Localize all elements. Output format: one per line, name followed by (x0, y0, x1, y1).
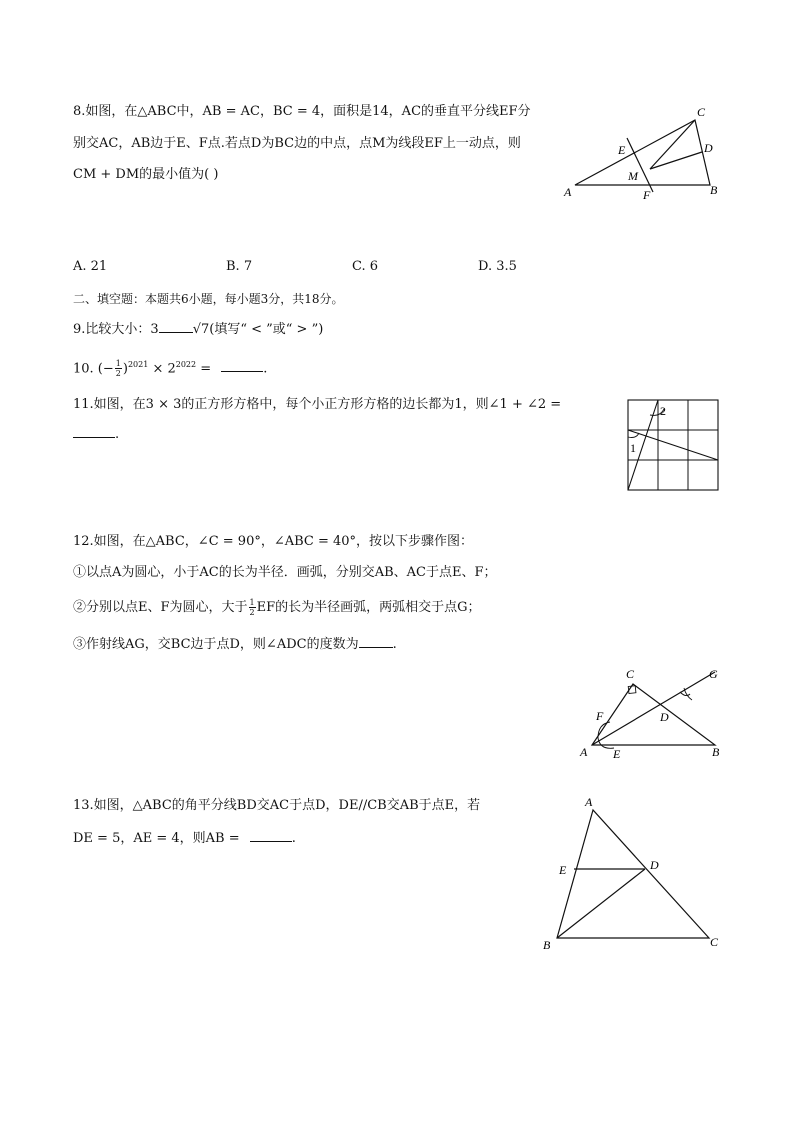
q9-post: √7(填写“ < ”或“ > ”) (192, 322, 324, 337)
q8-line1: 8.如图，在△ABC中，AB = AC，BC = 4，面积是14，AC的垂直平分线EF分 (73, 104, 531, 119)
q10-line: 10. (− $\frac{1}{2}$ )$^{2021} \times 2^{2022}$ = . (73, 359, 268, 379)
q11-label-2: 2 (660, 404, 666, 418)
q8-label-d: D (704, 141, 713, 155)
q12-label-g: G (709, 667, 718, 681)
q8-label-b: B (710, 183, 718, 197)
q8-label-f: F (643, 188, 651, 202)
q13-label-a: A (585, 795, 593, 809)
q11-diagonal-2 (628, 430, 718, 460)
q10-equals: = (200, 361, 212, 377)
q12-triangle-abc (592, 684, 715, 745)
q9-pre: 9.比较大小：3 (73, 322, 159, 337)
q11-answer-blank[interactable] (73, 437, 115, 438)
q10-answer-blank[interactable] (221, 371, 263, 372)
q13-line1: 13.如图，△ABC的角平分线BD交AC于点D，DE//CB交AB于点E，若 (73, 798, 481, 813)
q8-option-d[interactable]: D. 3.5 (478, 259, 517, 274)
q12-label-e: E (613, 747, 621, 761)
q12-label-a: A (580, 745, 588, 759)
q12-step1: ①以点A为圆心，小于AC的长为半径．画弧，分别交AB、AC于点E、F； (73, 565, 497, 580)
q10-fraction: $\frac{1}{2}$ (115, 359, 121, 379)
q12-step2: ②分别以点E、F为圆心，大于 $\frac{1}{2}$ EF的长为半径画弧，两弧相交于点G； (73, 598, 481, 617)
q11-label-1: 1 (630, 441, 636, 455)
q13-label-e: E (559, 863, 567, 877)
q13-label-d: D (650, 858, 659, 872)
q13-triangle-abc (557, 810, 709, 938)
q8-label-c: C (697, 105, 706, 119)
q10-exponent-2: 2022 (175, 360, 197, 369)
q12-arc-ef (598, 722, 614, 748)
q8-label-m: M (628, 169, 638, 183)
q8-perp-bisector-ef (627, 138, 653, 192)
q12-ray-ag (592, 672, 715, 745)
q8-label-e: E (618, 143, 626, 157)
q8-figure (555, 100, 735, 205)
q9-line (73, 320, 323, 340)
section-2-title: 二、填空题：本题共6小题，每小题3分，共18分。 (73, 292, 344, 306)
q12-label-b: B (712, 745, 720, 759)
q12-answer-blank[interactable] (359, 647, 393, 648)
q13-answer-blank[interactable] (250, 841, 292, 842)
q8-option-b[interactable]: B. 7 (226, 259, 253, 274)
q11-grid-figure (620, 395, 728, 495)
q12-fraction: $\frac{1}{2}$ (249, 598, 255, 617)
q8-label-a: A (564, 185, 572, 199)
q13-bisector-bd (557, 869, 645, 938)
q8-line3: CM + DM的最小值为( ) (73, 167, 219, 182)
q9-answer-blank[interactable] (159, 332, 193, 333)
q12-figure (570, 662, 735, 762)
q8-triangle-abc (575, 120, 710, 185)
q13-figure (535, 790, 730, 955)
q13-line2: DE = 5，AE = 4，则AB = . (73, 831, 296, 846)
q10-pre: 10. (− (73, 361, 114, 377)
q12-label-c: C (626, 667, 635, 681)
q8-line2: 别交AC，AB边于E、F点.若点D为BC边的中点，点M为线段EF上一动点，则 (73, 136, 521, 151)
q13-label-c: C (710, 935, 719, 949)
q13-label-b: B (543, 938, 551, 952)
q12-label-d: D (660, 710, 669, 724)
q12-label-f: F (596, 709, 604, 723)
q8-option-a[interactable]: A. 21 (73, 259, 108, 274)
q12-step3: ③作射线AG，交BC边于点D，则∠ADC的度数为 . (73, 637, 397, 652)
q11-line1: 11.如图，在3 × 3的正方形方格中，每个小正方形方格的边长都为1，则∠1 + ∠2 = (73, 397, 562, 412)
q12-line1: 12.如图，在△ABC，∠C = 90°，∠ABC = 40°，按以下步骤作图： (73, 534, 474, 549)
q10-exponent-1: 2021 (127, 360, 149, 369)
q8-option-c[interactable]: C. 6 (352, 259, 379, 274)
q11-line2: . (73, 425, 119, 445)
q10-mid: × 2 (152, 361, 176, 377)
